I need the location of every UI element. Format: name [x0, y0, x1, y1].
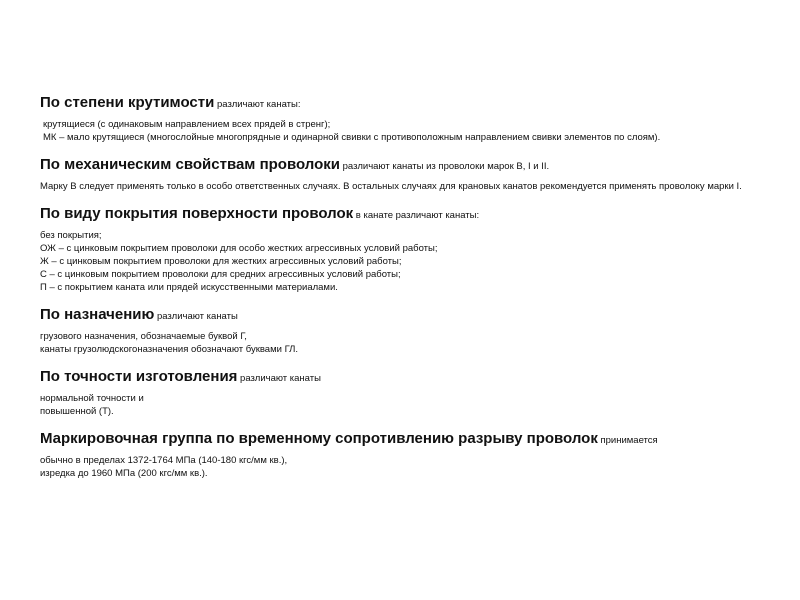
section-heading — [40, 429, 785, 451]
body-line: Ж – с цинковым покрытием проволоки для жестких агрессивных условий работы; — [40, 256, 402, 267]
section-heading — [40, 367, 785, 389]
body-line: изредка до 1960 МПа (200 кгс/мм кв.). — [40, 468, 208, 479]
body-line: обычно в пределах 1372-1764 МПа (140-180 кгс/мм кв.), — [40, 455, 288, 466]
body-line: МК – мало крутящиеся (многослойные многопрядные и одинарной свивки с противоположным направлением свивки элементов по слоям). — [43, 132, 661, 143]
heading-tail-text: различают канаты: — [214, 99, 301, 110]
heading-tail-text: принимается — [597, 435, 658, 446]
heading-bold-text: По виду покрытия поверхности проволок — [40, 205, 354, 222]
section-heading — [40, 305, 785, 327]
section-surface-coating — [40, 204, 785, 294]
heading-bold-text: По назначению — [40, 306, 155, 323]
heading-tail-text: различают канаты — [154, 311, 238, 322]
slide-content — [40, 93, 785, 491]
heading-bold-text: Маркировочная группа по временному сопротивлению разрыву проволок — [40, 430, 598, 447]
body-line: С – с цинковым покрытием проволоки для средних агрессивных условий работы; — [40, 269, 401, 280]
body-line: крутящиеся (с одинаковым направлением всех прядей в стренг); — [43, 119, 331, 130]
body-line: Марку В следует применять только в особо ответственных случаях. В остальных случаях для крановых канатов рекомендуется применять проволоку марки I. — [40, 181, 742, 192]
heading-tail-text: различают канаты — [237, 373, 321, 384]
body-line: нормальной точности и — [40, 393, 144, 404]
body-line: канаты грузолюдскогоназначения обозначают буквами ГЛ. — [40, 344, 299, 355]
section-mechanical-properties — [40, 155, 785, 193]
section-purpose — [40, 305, 785, 356]
body-line: ОЖ – с цинковым покрытием проволоки для особо жестких агрессивных условий работы; — [40, 243, 438, 254]
body-line: без покрытия; — [40, 230, 102, 241]
section-heading — [40, 204, 785, 226]
heading-bold-text: По механическим свойствам проволоки — [40, 156, 340, 173]
body-line: П – с покрытием каната или прядей искусственными материалами. — [40, 282, 338, 293]
section-marking-group — [40, 429, 785, 480]
body-line: грузового назначения, обозначаемые буквой Г, — [40, 331, 247, 342]
section-twisting — [40, 93, 785, 144]
body-line: повышенной (Т). — [40, 406, 114, 417]
section-heading — [40, 93, 785, 115]
heading-tail-text: различают канаты из проволоки марок В, I и II. — [340, 161, 550, 172]
heading-tail-text: в канате различают канаты: — [353, 210, 480, 221]
heading-bold-text: По точности изготовления — [40, 368, 238, 385]
section-precision — [40, 367, 785, 418]
heading-bold-text: По степени крутимости — [40, 94, 215, 111]
section-heading — [40, 155, 785, 177]
